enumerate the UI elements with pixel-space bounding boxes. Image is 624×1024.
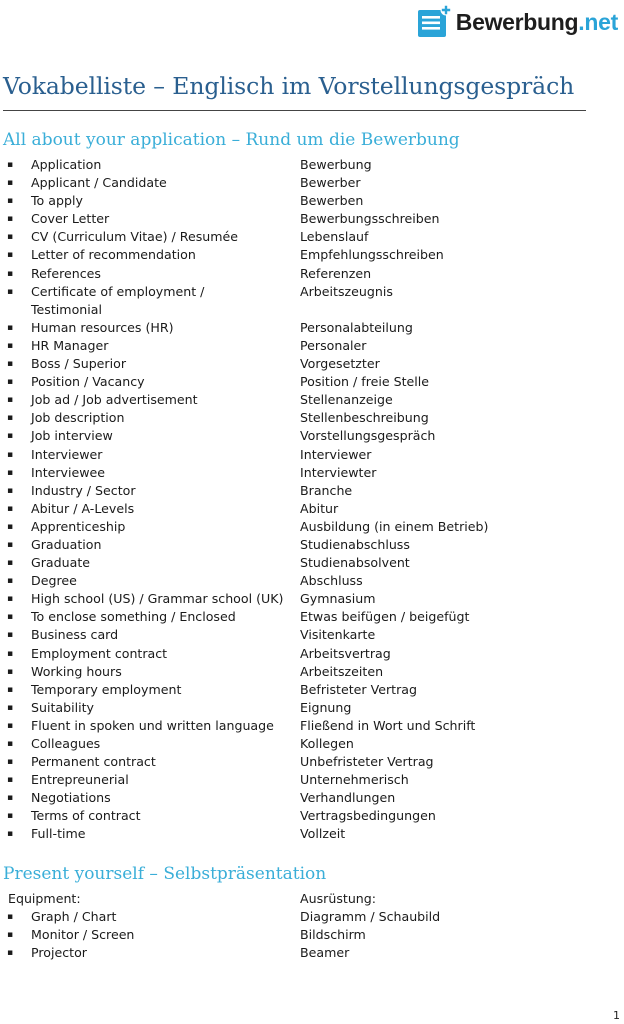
german-term: Lebenslauf (300, 229, 369, 245)
english-term: Job description (31, 410, 125, 426)
german-term: Vorstellungsgespräch (300, 428, 436, 444)
german-term: Diagramm / Schaubild (300, 909, 441, 924)
bullet-icon: ▪ (7, 503, 14, 514)
english-term: Temporary employment (31, 681, 182, 697)
english-term: Applicant / Candidate (31, 175, 167, 191)
bullet-icon: ▪ (7, 268, 14, 279)
english-term: CV (Curriculum Vitae) / Resumée (31, 229, 239, 245)
document-title: Vokabelliste – Englisch im Vorstellungsgespräch (3, 72, 575, 100)
bullet-icon: ▪ (7, 666, 14, 677)
bullet-icon: ▪ (7, 160, 14, 170)
german-term: Vorgesetzter (300, 356, 380, 372)
english-term: Human resources (HR) (31, 319, 174, 335)
brand-logo (417, 2, 618, 42)
english-term: Job ad / Job advertisement (31, 392, 198, 408)
bullet-icon: ▪ (7, 395, 14, 406)
german-term: Etwas beifügen / beigefügt (300, 609, 470, 625)
english-term: Degree (31, 573, 77, 589)
bullet-icon: ▪ (7, 648, 14, 659)
bullet-icon: ▪ (7, 413, 14, 424)
brand-name: Bewerbung (455, 8, 579, 35)
english-term: Business card (31, 627, 119, 643)
german-term: Arbeitsvertrag (300, 645, 391, 661)
english-term: Cover Letter (31, 211, 110, 227)
english-term: To apply (31, 193, 83, 209)
bullet-icon: ▪ (7, 521, 14, 532)
bullet-icon: ▪ (7, 467, 14, 478)
bullet-icon: ▪ (7, 775, 14, 786)
german-term: Bewerbung (300, 157, 372, 172)
bullet-icon: ▪ (7, 359, 14, 370)
brand-wordmark (456, 9, 618, 36)
english-term: To enclose something / Enclosed (31, 609, 236, 625)
bullet-icon: ▪ (7, 594, 14, 605)
english-term: Graduate (31, 555, 91, 571)
bullet-icon: ▪ (7, 196, 14, 207)
bullet-icon: ▪ (7, 340, 14, 351)
english-term: HR Manager (31, 337, 109, 353)
german-term: Position / freie Stelle (300, 374, 430, 390)
english-term: Apprenticeship (31, 518, 126, 534)
german-term: Abschluss (300, 573, 363, 589)
english-term: Colleagues (31, 736, 101, 751)
english-term: Application (31, 157, 102, 172)
english-term: Interviewer (31, 446, 103, 462)
german-term: Stellenbeschreibung (300, 410, 429, 426)
english-term: Industry / Sector (31, 482, 136, 498)
bullet-icon: ▪ (7, 558, 14, 569)
bullet-icon: ▪ (7, 250, 14, 261)
german-term: Vollzeit (300, 826, 346, 842)
english-term: Entrepreunerial (31, 772, 129, 788)
english-term: Graph / Chart (31, 909, 117, 924)
german-term: Kollegen (300, 736, 354, 751)
english-term: References (31, 265, 101, 281)
german-term: Studienabschluss (300, 536, 410, 552)
bullet-icon: ▪ (7, 286, 14, 297)
english-term: Job interview (31, 428, 113, 444)
german-term: Interviewter (300, 464, 377, 480)
english-term: Monitor / Screen (31, 927, 135, 943)
german-term: Bewerben (300, 193, 364, 209)
german-term: Unbefristeter Vertrag (300, 754, 434, 770)
german-term: Empfehlungsschreiben (300, 247, 444, 263)
english-term: Fluent in spoken und written language (31, 717, 274, 733)
bullet-icon: ▪ (7, 930, 14, 941)
english-term: Suitability (31, 699, 95, 715)
german-term: Vertragsbedingungen (300, 808, 436, 824)
german-term: Visitenkarte (300, 627, 376, 643)
bullet-icon: ▪ (7, 702, 14, 713)
english-term: Position / Vacancy (31, 374, 145, 390)
german-term: Arbeitszeiten (300, 663, 384, 679)
bullet-icon: ▪ (7, 612, 14, 623)
bullet-icon: ▪ (7, 948, 14, 959)
bullet-icon: ▪ (7, 630, 14, 641)
english-term: Boss / Superior (31, 356, 126, 372)
english-term-line: Certificate of employment / (31, 283, 205, 299)
english-term: High school (US) / Grammar school (UK) (31, 591, 284, 607)
subheading-en: Equipment: (8, 891, 81, 906)
bullet-icon: ▪ (7, 178, 14, 189)
title-divider (3, 110, 586, 111)
german-term: Bewerber (300, 175, 361, 191)
german-term: Personaler (300, 337, 367, 353)
bullet-icon: ▪ (7, 431, 14, 442)
subheading-de: Ausrüstung: (300, 891, 377, 906)
bullet-icon: ▪ (7, 811, 14, 822)
bullet-icon: ▪ (7, 449, 14, 460)
german-term: Gymnasium (300, 591, 376, 607)
german-term: Beamer (300, 945, 350, 961)
german-term: Fließend in Wort und Schrift (300, 717, 476, 733)
english-term: Projector (31, 945, 87, 961)
bullet-icon: ▪ (7, 485, 14, 496)
german-term: Eignung (300, 699, 352, 715)
bullet-icon: ▪ (7, 377, 14, 388)
english-term-line: Testimonial (31, 301, 102, 317)
english-term: Negotiations (31, 790, 111, 806)
english-term: Employment contract (31, 645, 168, 661)
german-term: Branche (300, 482, 353, 498)
english-term: Permanent contract (31, 754, 156, 770)
section-heading-presentation: Present yourself – Selbstpräsentation (3, 864, 327, 884)
german-term: Abitur (300, 500, 339, 516)
bullet-icon: ▪ (7, 757, 14, 768)
english-term: Letter of recommendation (31, 247, 196, 263)
german-term: Personalabteilung (300, 319, 413, 335)
german-term: Arbeitszeugnis (300, 283, 393, 299)
german-term: Bildschirm (300, 927, 366, 943)
brand-tld: .net (578, 8, 618, 35)
german-term: Unternehmerisch (300, 772, 409, 788)
english-term: Terms of contract (31, 808, 141, 824)
german-term: Befristeter Vertrag (300, 681, 418, 697)
bullet-icon: ▪ (7, 232, 14, 243)
bullet-icon: ▪ (7, 214, 14, 225)
bullet-icon: ▪ (7, 322, 14, 333)
german-term: Ausbildung (in einem Betrieb) (300, 518, 489, 534)
german-term: Referenzen (300, 265, 372, 281)
bullet-icon: ▪ (7, 539, 14, 550)
section-heading-application: All about your application – Rund um die Bewerbung (3, 130, 460, 150)
german-term: Bewerbungsschreiben (300, 211, 440, 227)
german-term: Verhandlungen (300, 790, 396, 806)
bullet-icon: ▪ (7, 576, 14, 587)
bullet-icon: ▪ (7, 793, 14, 804)
german-term: Interviewer (300, 446, 372, 462)
bullet-icon: ▪ (7, 684, 14, 695)
english-term: Graduation (31, 536, 102, 552)
page-number: 1 (613, 1009, 620, 1022)
english-term: Interviewee (31, 464, 106, 480)
bullet-icon: ▪ (7, 720, 14, 731)
german-term: Stellenanzeige (300, 392, 393, 408)
clipboard-icon (417, 5, 451, 39)
bullet-icon: ▪ (7, 739, 14, 749)
english-term: Abitur / A-Levels (31, 500, 135, 516)
bullet-icon: ▪ (7, 829, 14, 840)
english-term: Full-time (31, 826, 86, 842)
german-term: Studienabsolvent (300, 555, 410, 571)
english-term: Working hours (31, 663, 122, 679)
bullet-icon: ▪ (7, 912, 14, 922)
english-term (31, 283, 204, 319)
